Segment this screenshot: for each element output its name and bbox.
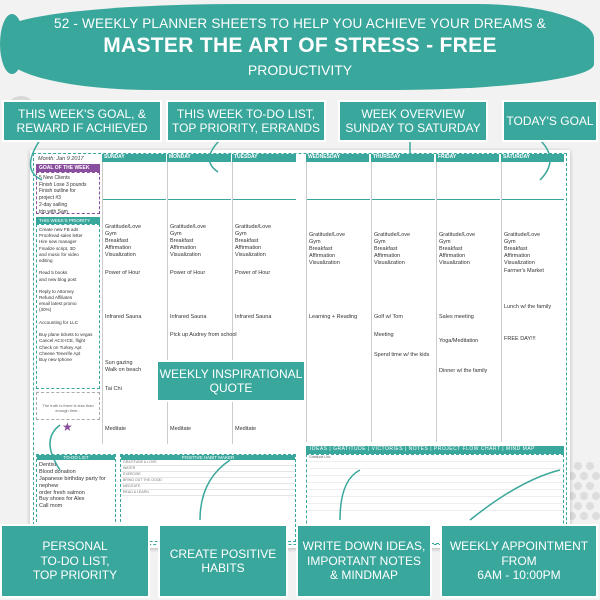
routine-tuesday: Gratitude/Love Gym Breakfast Affirmation Visualization <box>235 224 272 258</box>
note-line <box>307 504 563 511</box>
thursday-entry-1: Golf w/ Tom <box>374 314 403 320</box>
callout-habits: CREATE POSITIVE HABITS <box>158 524 288 598</box>
thursday-entry-3: Spend time w/ the kids <box>374 352 430 358</box>
power-hour-monday: Power of Hour <box>170 270 206 276</box>
personal-todo-list: Dentist Blood donation Japanese birthday party for nephew order fresh salmon Buy shoes for Alex Call mom <box>39 462 106 510</box>
routine-wednesday: Gratitude/Love Gym Breakfast Affirmation Visualization <box>309 232 346 266</box>
monday-entry-2: Pick up Audrey from school <box>170 332 237 338</box>
month-label: Month: Jan 9 2017 <box>38 156 84 162</box>
routine-thursday: Gratitude/Love Gym Breakfast Affirmation Visualization <box>374 232 411 266</box>
goal-box <box>36 172 100 214</box>
goal-header: GOAL OF THE WEEK <box>36 164 100 172</box>
day-header-monday: MONDAY <box>167 154 231 162</box>
callout-week-overview: WEEK OVERVIEW SUNDAY TO SATURDAY <box>338 100 488 142</box>
task-lines <box>307 162 370 200</box>
day-header-tuesday: TUESDAY <box>232 154 296 162</box>
header-banner <box>0 0 600 92</box>
monday-entry-3: Meditate <box>170 426 192 432</box>
task-lines <box>168 162 231 200</box>
callout-ideas: WRITE DOWN IDEAS, IMPORTANT NOTES & MINDMAP <box>296 524 432 598</box>
habit-row: BRING OUT THE GOOD <box>121 478 295 484</box>
sunday-entry-4: Meditate <box>105 426 127 432</box>
friday-entry-3: Dinner w/ the family <box>439 368 488 374</box>
routine-saturday: Gratitude/Love Gym Breakfast Affirmation Visualization <box>504 232 541 266</box>
saturday-entry-1: Farmer's Market <box>504 268 544 274</box>
note-line <box>307 462 563 469</box>
header-line-1: 52 - WEEKLY PLANNER SHEETS TO HELP YOU ACHIEVE YOUR DREAMS & <box>54 16 546 31</box>
quote-text: The truth is there is less than enough time... <box>42 403 94 413</box>
task-lines <box>502 162 564 200</box>
day-header-wednesday: WEDNESDAY <box>306 154 369 162</box>
priority-header: THIS WEEK'S PRIORITY <box>36 217 100 224</box>
day-header-thursday: THURSDAY <box>371 154 434 162</box>
habit-row: READ & LEARN <box>121 490 295 496</box>
power-hour-sunday: Power of Hour <box>105 270 141 276</box>
habit-row: EXERCISE <box>121 472 295 478</box>
callout-quote: WEEKLY INSPIRATIONAL QUOTE <box>156 360 306 402</box>
note-line <box>307 469 563 476</box>
task-lines <box>103 162 166 200</box>
notes-tabs: IDEAS | GRATITUDE | VICTORIES | NOTES | PROJECT FLOW CHART | MIND MAP <box>306 446 564 454</box>
day-column-wednesday <box>306 162 370 442</box>
todo-header: TO-DO LIST <box>37 455 115 460</box>
priority-list: Create new FB ads Proofread sales letter Hire new manager Finalize script, 3D and music for video editing Read 5 books and new blog post Reply to Attorney Refund Affiliates email latest promo (30%) Accounting for LLC Buy plane tickets to vegas Cancel ACS-ICE, flight Check on Turkey Apt Cheese Tenerife Apt Buy new Iphone <box>39 227 93 362</box>
habit-row: MEDITATE <box>121 484 295 490</box>
saturday-entry-3: FREE DAY!!! <box>504 336 536 342</box>
day-column-friday <box>436 162 500 442</box>
thursday-entry-2: Meeting <box>374 332 394 338</box>
day-header-friday: FRIDAY <box>436 154 499 162</box>
friday-entry-1: Sales meeting <box>439 314 474 320</box>
habit-row: GRATITUDE & LOVE <box>121 460 295 466</box>
day-column-thursday <box>371 162 435 442</box>
callout-todays-goal: TODAY'S GOAL <box>502 100 598 142</box>
planner-right-page <box>306 154 564 544</box>
routine-friday: Gratitude/Love Gym Breakfast Affirmation Visualization <box>439 232 476 266</box>
planner-left-page <box>36 154 296 544</box>
planner-sheet <box>30 150 570 548</box>
day-header-saturday: SATURDAY <box>501 154 564 162</box>
header-subtitle: PRODUCTIVITY <box>247 62 353 78</box>
callout-todo-list: THIS WEEK TO-DO LIST, TOP PRIORITY, ERRANDS <box>166 100 326 142</box>
priority-box <box>36 224 100 389</box>
task-lines <box>372 162 435 200</box>
header-title: MASTER THE ART OF STRESS - FREE <box>103 34 497 57</box>
star-icon: ★ <box>62 420 73 434</box>
note-line <box>307 476 563 483</box>
note-line <box>307 483 563 490</box>
callout-weekly-goal: THIS WEEK'S GOAL, & REWARD IF ACHIEVED <box>2 100 162 142</box>
quote-box <box>36 392 100 420</box>
habit-header: POSITIVE HABIT MAKER <box>121 455 295 460</box>
monday-entry-1: Infrared Sauna <box>170 314 207 320</box>
task-lines <box>233 162 296 200</box>
friday-entry-2: Yoga/Meditation <box>439 338 479 344</box>
sunday-entry-3: Tai Chi <box>105 386 122 392</box>
sunday-entry-1: Infrared Sauna <box>105 314 142 320</box>
task-lines <box>437 162 500 200</box>
goal-text: 5 New Clients Finish Lose 3 pounds Finish outline for project #3 <box>39 175 87 201</box>
tuesday-entry-1: Infrared Sauna <box>235 314 272 320</box>
day-column-saturday <box>501 162 564 442</box>
note-line <box>307 490 563 497</box>
sunday-entry-2: Sun gazing Walk on beach <box>105 360 142 373</box>
habit-row: WATER <box>121 466 295 472</box>
day-header-sunday: SUNDAY <box>102 154 166 162</box>
wednesday-entry-1: Learning + Reading <box>309 314 358 320</box>
saturday-entry-2: Lunch w/ the family <box>504 304 552 310</box>
reward-text: 2-day sailing trip with Sam <box>39 202 68 215</box>
tuesday-entry-2: Meditate <box>235 426 257 432</box>
routine-sunday: Gratitude/Love Gym Breakfast Affirmation Visualization <box>105 224 142 258</box>
note-line <box>307 497 563 504</box>
callout-personal-todo: PERSONAL TO-DO LIST, TOP PRIORITY <box>0 524 150 598</box>
notes-title: Gratitude List: <box>307 455 563 462</box>
power-hour-tuesday: Power of Hour <box>235 270 271 276</box>
routine-monday: Gratitude/Love Gym Breakfast Affirmation Visualization <box>170 224 207 258</box>
callout-appointment: WEEKLY APPOINTMENT FROM 6AM - 10:00PM <box>440 524 598 598</box>
